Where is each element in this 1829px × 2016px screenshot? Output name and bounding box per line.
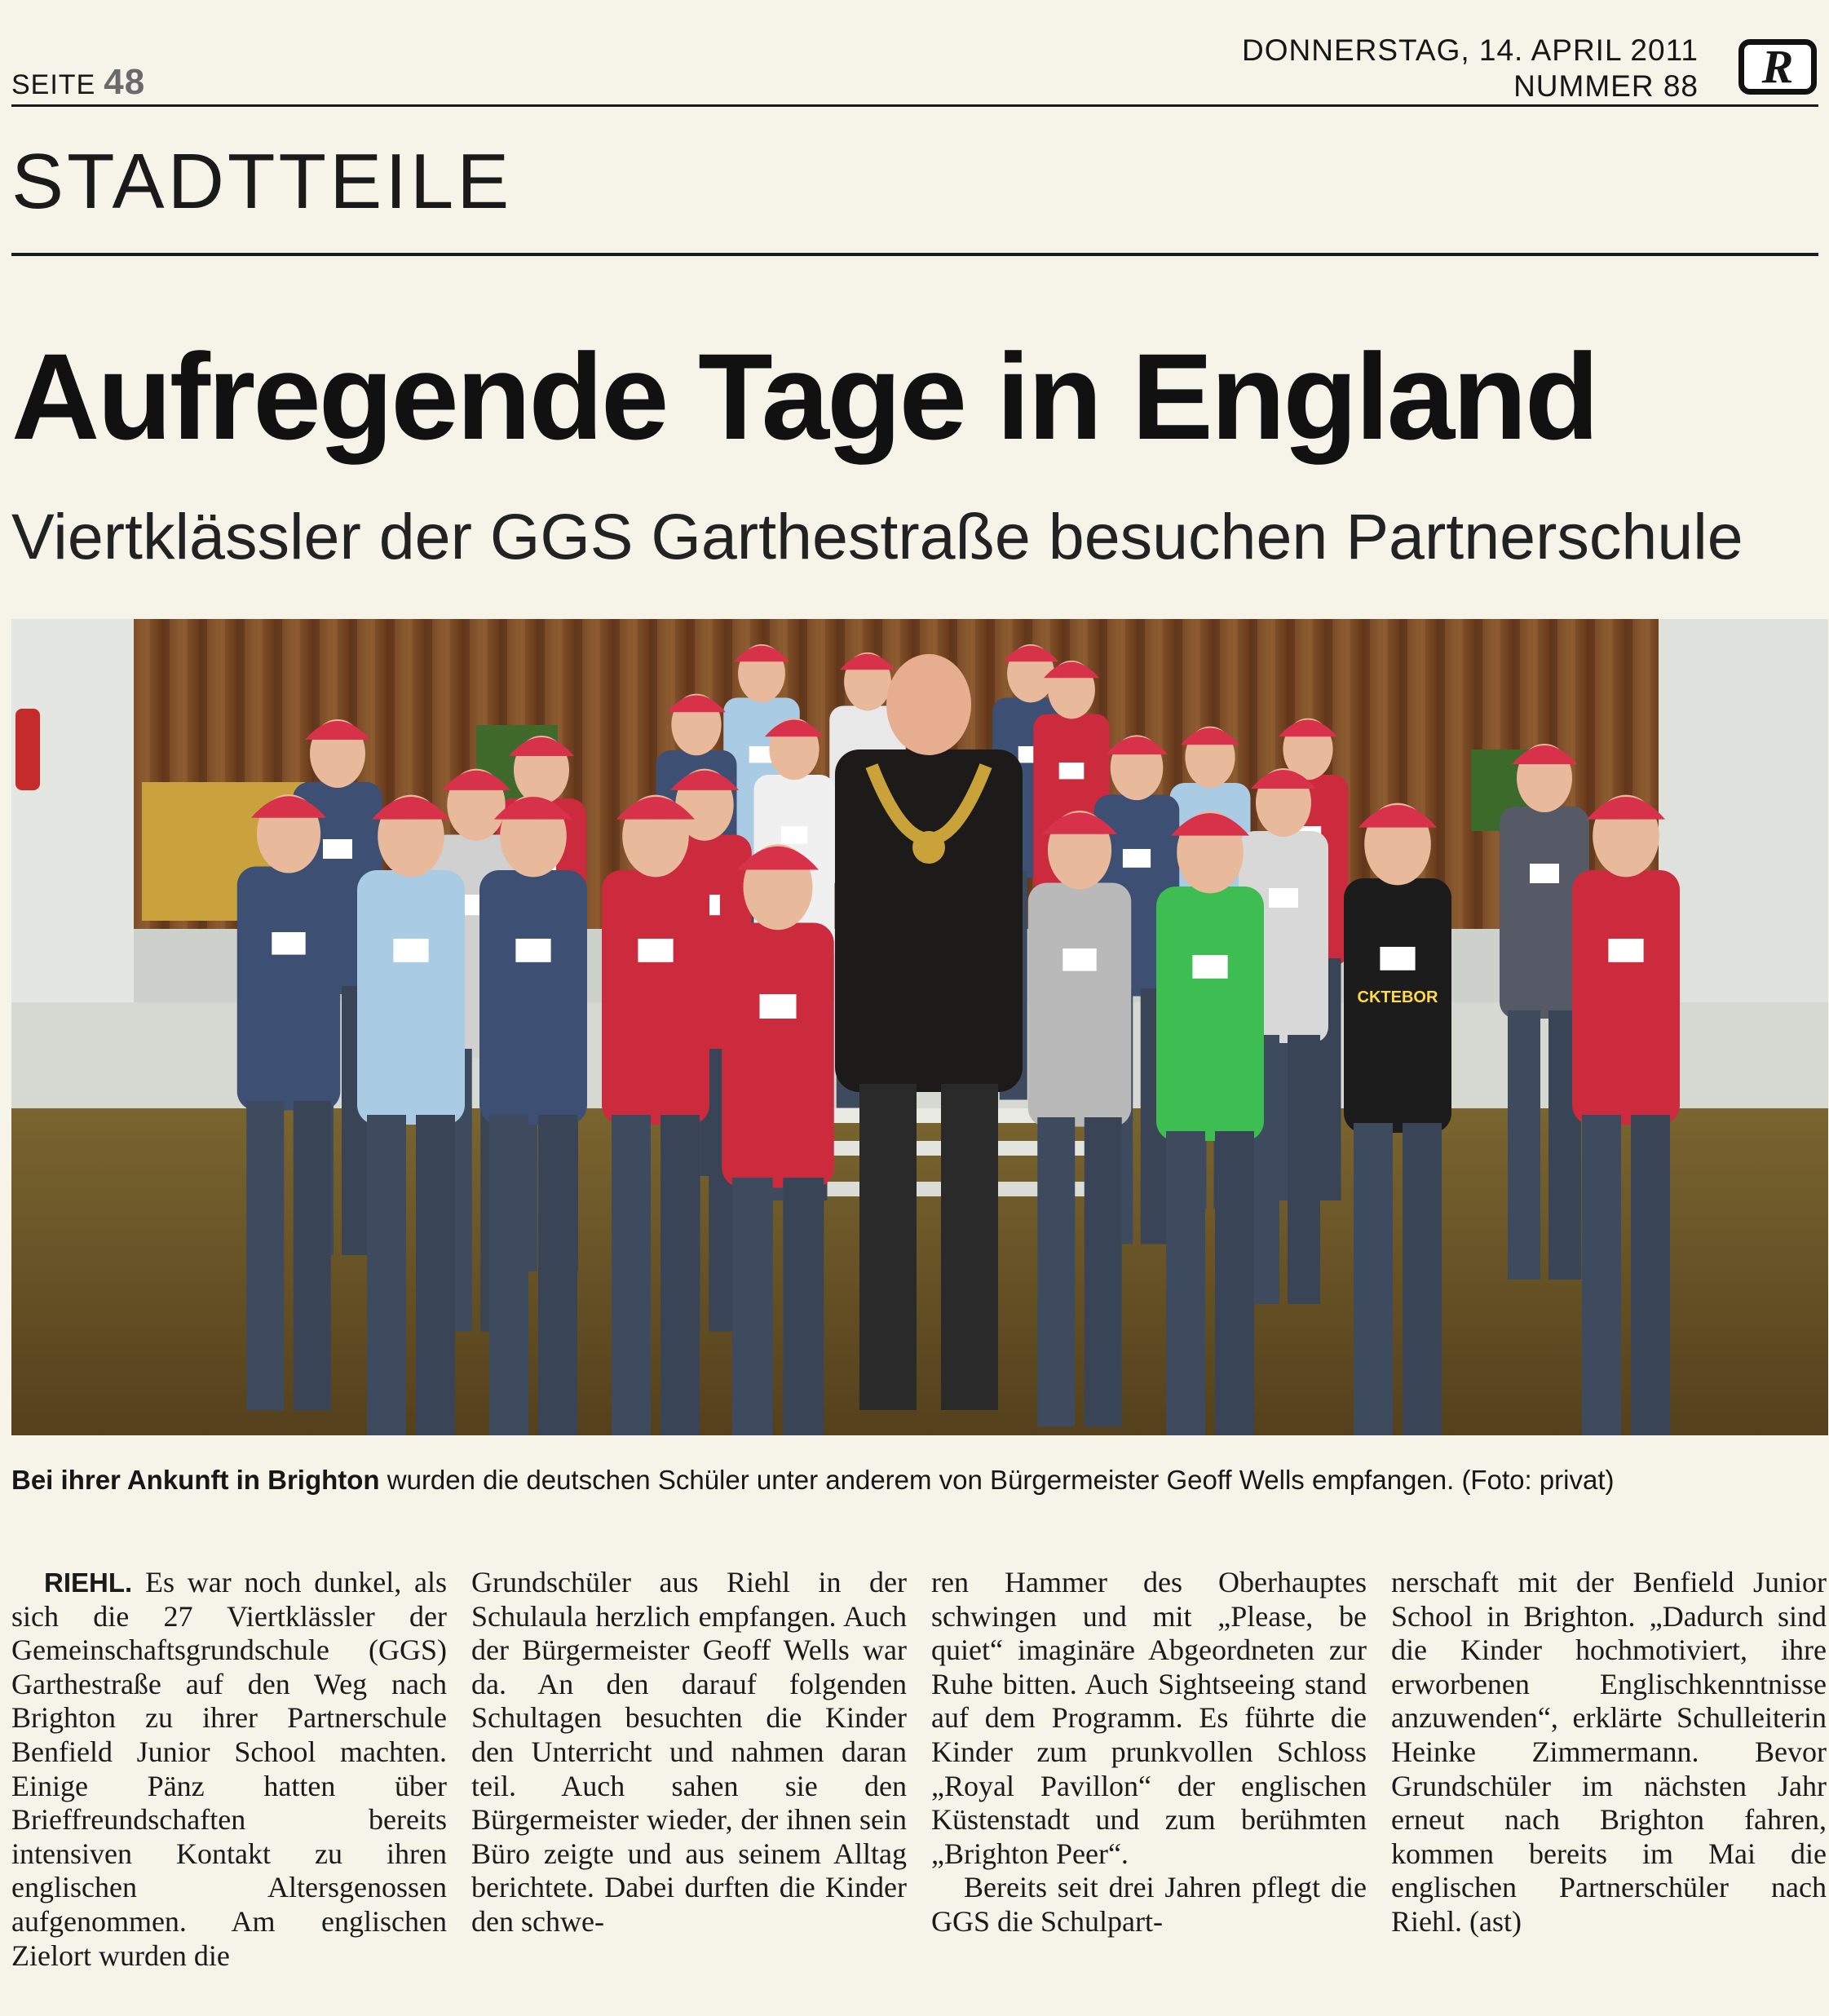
child-leg-right	[1631, 1115, 1670, 1435]
caption-text: wurden die deutschen Schüler unter anderem von Bürgermeister Geoff Wells empfangen. (Foto: privat)	[379, 1465, 1615, 1495]
child-jacket	[722, 923, 834, 1188]
mayor-jacket	[835, 749, 1023, 1092]
page-number-label	[11, 62, 145, 103]
child-leg-right	[660, 1115, 700, 1435]
name-tag	[272, 932, 305, 955]
child-jacket	[602, 870, 709, 1125]
name-tag	[1530, 864, 1559, 883]
child-leg-left	[246, 1101, 284, 1411]
group-photo-illustration	[11, 619, 1828, 1435]
article-column-4	[1391, 1566, 1827, 1939]
child-leg-left	[732, 1178, 773, 1435]
child-leg-left	[1354, 1123, 1393, 1435]
page-number: 48	[104, 62, 146, 102]
child-leg-left	[1582, 1115, 1621, 1435]
logo-letter: R	[1761, 40, 1794, 93]
article-col2-text: Grundschüler aus Riehl in der Schulaula herzlich empfangen. Auch der Bürgermeister Geoff Wells war da. An den darauf folgenden Schultagen besuchten die Kinder den Unterricht und nahmen daran teil. Auch sahen sie den Bürgermeister wieder, der ihnen sein Büro zeigte und aus seinem Alltag berichtete. Dabei durften die Kinder den schwe-	[471, 1566, 907, 1938]
issue-info	[1242, 33, 1699, 104]
photo-caption	[11, 1465, 1615, 1496]
child-leg-left	[1166, 1131, 1205, 1435]
name-tag	[1269, 888, 1298, 908]
name-tag	[323, 839, 352, 859]
name-tag	[1380, 947, 1415, 970]
child-leg-left	[489, 1115, 528, 1435]
article-col3-para2: Bereits seit drei Jahren pflegt die GGS die Schulpart-	[931, 1871, 1367, 1938]
fire-extinguisher	[15, 709, 40, 790]
child-leg-right	[783, 1178, 824, 1435]
name-tag	[1123, 849, 1151, 868]
header-rule	[11, 104, 1818, 107]
article-column-1	[11, 1566, 447, 1973]
name-tag	[515, 939, 550, 962]
name-tag	[1062, 948, 1096, 971]
child-jacket	[479, 870, 587, 1125]
child-leg-right	[1403, 1123, 1442, 1435]
child-jacket	[357, 870, 465, 1125]
mayor-leg-left	[859, 1084, 917, 1410]
child-leg-right	[294, 1101, 331, 1411]
article-column-3	[931, 1566, 1367, 1939]
article-column-2	[471, 1566, 907, 1939]
name-tag	[760, 994, 797, 1019]
name-tag	[781, 826, 807, 844]
name-tag	[1192, 955, 1227, 979]
name-tag	[1608, 939, 1643, 962]
mayor-face	[886, 654, 971, 755]
mayor-medallion-icon	[912, 831, 945, 864]
name-tag	[638, 939, 673, 962]
group-photo	[11, 619, 1828, 1435]
page-prefix: SEITE	[11, 69, 96, 100]
article-col1-text: Es war noch dunkel, als sich die 27 Viertklässler der Gemeinschaftsgrundschule (GGS) Garthestraße auf den Weg nach Brighton zu ihrer Partnerschule Benfield Junior School machten. Einige Pänz hatten über Brieffreundschaften bereits intensiven Kontakt zu ihren englischen Altersgenossen aufgenommen. Am englischen Zielort wurden die	[11, 1566, 447, 1972]
section-title: STADTTEILE	[11, 138, 513, 225]
newspaper-logo	[1738, 39, 1817, 95]
jacket-print: CKTEBOR	[1357, 988, 1438, 1006]
headline: Aufregende Tage in England	[11, 328, 1597, 465]
child-jacket	[1028, 883, 1132, 1127]
child-leg-left	[1508, 1010, 1540, 1280]
child-jacket	[1572, 870, 1680, 1125]
child-leg-right	[1288, 1035, 1320, 1304]
caption-bold: Bei ihrer Ankunft in Brighton	[11, 1465, 380, 1495]
issue-number: NUMMER 88	[1513, 69, 1699, 103]
section-rule	[11, 253, 1818, 256]
subheadline: Viertklässler der GGS Garthestraße besuchen Partnerschule	[11, 500, 1743, 573]
article-col3-text: ren Hammer des Oberhauptes schwingen und mit „Please, be quiet“ imaginäre Abgeordneten zur Ruhe bitten. Auch Sightseeing stand auf dem Programm. Es führte die Kinder zum prunkvollen Schloss „Royal Pavillon“ der englischen Küstenstadt und zum berühmten „Brighton Peer“.	[931, 1566, 1367, 1870]
child-leg-left	[612, 1115, 651, 1435]
name-tag	[1059, 763, 1085, 779]
article-dateline: RIEHL.	[44, 1567, 133, 1598]
child-leg-right	[538, 1115, 577, 1435]
child-jacket	[1156, 886, 1264, 1141]
name-tag	[393, 939, 428, 962]
article-col4-text: nerschaft mit der Benfield Junior School in Brighton. „Dadurch sind die Kinder hochmotiviert, ihre erworbenen Englischkenntnisse anzuwenden“, erklärte Schulleiterin Heinke Zimmermann. Bevor Grundschüler im nächsten Jahr erneut nach Brighton fahren, kommen bereits im Mai die englischen Partnerschüler nach Riehl. (ast)	[1391, 1566, 1827, 1938]
child-jacket	[237, 867, 341, 1111]
mayor-leg-right	[941, 1084, 998, 1410]
child-leg-left	[1037, 1117, 1075, 1427]
child-leg-right	[1215, 1131, 1254, 1435]
issue-date: DONNERSTAG, 14. APRIL 2011	[1242, 33, 1699, 67]
child-leg-right	[1085, 1117, 1122, 1427]
child-leg-right	[416, 1115, 455, 1435]
child-leg-left	[367, 1115, 406, 1435]
